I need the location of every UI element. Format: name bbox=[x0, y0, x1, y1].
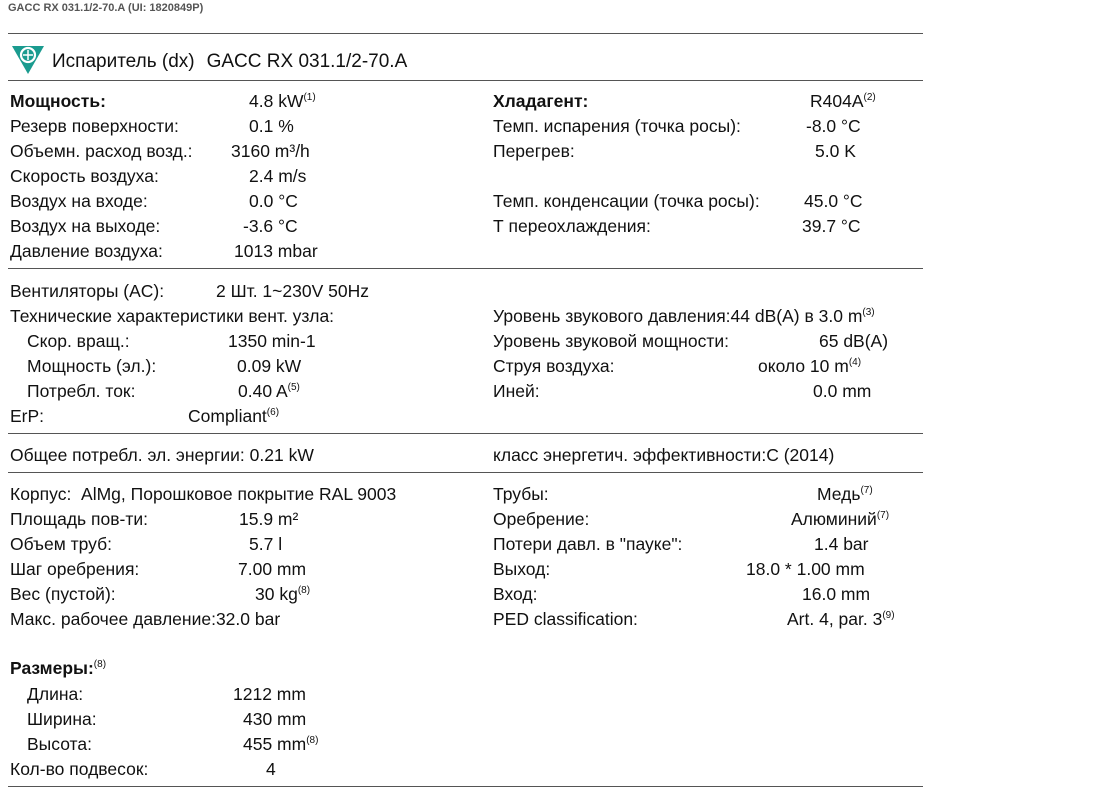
superheat-label: Перегрев: bbox=[493, 141, 575, 161]
inlet-value: 16.0 mm bbox=[802, 584, 871, 604]
fin-spacing-label: Шаг оребрения: bbox=[10, 559, 140, 579]
tube-volume-value: 5.7 l bbox=[249, 534, 283, 554]
superheat-value: 5.0 K bbox=[815, 141, 856, 161]
height-value: 455 $mm^{(8)}$ bbox=[243, 734, 319, 754]
air-throw-value: около 10 $m^{(4)}$ bbox=[758, 356, 862, 376]
inlet-label: Вход: bbox=[493, 584, 538, 604]
divider bbox=[8, 472, 923, 473]
air-out-label: Воздух на выходе: bbox=[10, 216, 161, 236]
erp-value: Compliant$^{(6)}$ bbox=[188, 406, 280, 426]
air-pressure-label: Давление воздуха: bbox=[10, 241, 163, 261]
surface-area-value: 15.9 m² bbox=[239, 509, 299, 529]
total-power-label: Общее потребл. эл. энергии: 0.21 kW bbox=[10, 445, 314, 465]
distributor-pressure-drop-label: Потери давл. в "пауке": bbox=[493, 534, 683, 554]
max-pressure-label: Макс. рабочее давление:32.0 bar bbox=[10, 609, 281, 629]
subcooling-temp-label: Т переохлаждения: bbox=[493, 216, 651, 236]
dimensions-title: Размеры:$^{(8)}$ bbox=[10, 658, 107, 678]
document-title bbox=[52, 51, 407, 73]
subcooling-temp-value: 39.7 °C bbox=[802, 216, 861, 236]
erp-label: ErP: bbox=[10, 406, 45, 426]
ped-value: Art. 4, par. 3$^{(9)}$ bbox=[787, 609, 895, 629]
refrigerant-value: $R404A^{(2)}$ bbox=[810, 91, 876, 111]
outlet-value: 18.0 * 1.00 mm bbox=[746, 559, 865, 579]
total-power-value: 0.21 kW bbox=[249, 445, 314, 465]
hangers-value: 4 bbox=[266, 759, 276, 779]
company-logo-icon bbox=[10, 40, 46, 76]
air-in-value: 0.0 °C bbox=[249, 191, 298, 211]
fins-value: Алюминий$^{(7)}$ bbox=[791, 509, 890, 529]
product-type: Испаритель (dx) bbox=[52, 51, 195, 72]
fan-current-label: Потребл. ток: bbox=[27, 381, 136, 401]
page-caption: GACC RX 031.1/2-70.A (UI: 1820849P) bbox=[8, 2, 204, 14]
fan-power-label: Мощность (эл.): bbox=[27, 356, 157, 376]
length-label: Длина: bbox=[27, 684, 84, 704]
divider bbox=[8, 80, 923, 81]
frost-value: 0.0 mm bbox=[813, 381, 872, 401]
hangers-label: Кол-во подвесок: bbox=[10, 759, 149, 779]
air-flow-label: Объемн. расход возд.: bbox=[10, 141, 193, 161]
divider bbox=[8, 33, 923, 34]
tube-volume-label: Объем труб: bbox=[10, 534, 113, 554]
weight-value: 30 $kg^{(8)}$ bbox=[255, 584, 311, 604]
frost-label: Иней: bbox=[493, 381, 540, 401]
width-label: Ширина: bbox=[27, 709, 97, 729]
fins-label: Оребрение: bbox=[493, 509, 590, 529]
refrigerant-label: Хладагент: bbox=[493, 91, 589, 111]
tubes-label: Трубы: bbox=[493, 484, 549, 504]
outlet-label: Выход: bbox=[493, 559, 551, 579]
condensing-temp-label: Темп. конденсации (точка росы): bbox=[493, 191, 760, 211]
air-pressure-value: 1013 mbar bbox=[234, 241, 318, 261]
surface-area-label: Площадь пов-ти: bbox=[10, 509, 149, 529]
capacity-label: Мощность: bbox=[10, 91, 106, 111]
surface-reserve-label: Резерв поверхности: bbox=[10, 116, 179, 136]
ped-label: PED classification: bbox=[493, 609, 638, 629]
air-throw-label: Струя воздуха: bbox=[493, 356, 615, 376]
weight-label: Вес (пустой): bbox=[10, 584, 116, 604]
surface-reserve-value: 0.1 % bbox=[249, 116, 294, 136]
evaporation-temp-label: Темп. испарения (точка росы): bbox=[493, 116, 741, 136]
air-flow-value: 3160 m³/h bbox=[231, 141, 310, 161]
sound-power-label: Уровень звуковой мощности: bbox=[493, 331, 729, 351]
housing-label: Корпус: AlMg, Порошковое покрытие RAL 9003 bbox=[10, 484, 397, 504]
fan-speed-value: 1350 min-1 bbox=[228, 331, 316, 351]
energy-class-label: класс энергетич. эффективности:C (2014) bbox=[493, 445, 835, 465]
divider bbox=[8, 268, 923, 269]
tubes-value: Медь$^{(7)}$ bbox=[817, 484, 873, 504]
condensing-temp-value: 45.0 °C bbox=[804, 191, 863, 211]
max-pressure-value: 32.0 bar bbox=[215, 609, 281, 629]
fin-spacing-value: 7.00 mm bbox=[238, 559, 307, 579]
width-value: 430 mm bbox=[243, 709, 307, 729]
air-in-label: Воздух на входе: bbox=[10, 191, 148, 211]
divider bbox=[8, 433, 923, 434]
length-value: 1212 mm bbox=[233, 684, 306, 704]
sound-pressure-label: Уровень звукового давления:44 dB(A) в 3.0 $m^{(3)}$ bbox=[493, 306, 875, 326]
fans-label: Вентиляторы (AC): bbox=[10, 281, 165, 301]
air-speed-label: Скорость воздуха: bbox=[10, 166, 159, 186]
sound-power-value: 65 dB(A) bbox=[819, 331, 889, 351]
distributor-pressure-drop-value: 1.4 bar bbox=[814, 534, 869, 554]
sound-pressure-value: 44 dB(A) в 3.0 m bbox=[730, 306, 863, 326]
divider bbox=[8, 786, 923, 787]
evaporation-temp-value: -8.0 °C bbox=[806, 116, 861, 136]
height-label: Высота: bbox=[27, 734, 92, 754]
capacity-value: 4.8 $kW^{(1)}$ bbox=[249, 91, 316, 111]
air-speed-value: 2.4 m/s bbox=[249, 166, 307, 186]
product-model: GACC RX 031.1/2-70.A bbox=[206, 51, 408, 72]
fan-speed-label: Скор. вращ.: bbox=[27, 331, 130, 351]
housing-value: AlMg, Порошковое покрытие RAL 9003 bbox=[81, 484, 397, 504]
fan-current-value: 0.40 $A^{(5)}$ bbox=[238, 381, 300, 401]
fans-value: 2 Шт. 1~230V 50Hz bbox=[216, 281, 369, 301]
fan-tech-label: Технические характеристики вент. узла: bbox=[10, 306, 335, 326]
fan-power-value: 0.09 kW bbox=[237, 356, 302, 376]
air-out-value: -3.6 °C bbox=[243, 216, 298, 236]
energy-class-value: C (2014) bbox=[766, 445, 835, 465]
